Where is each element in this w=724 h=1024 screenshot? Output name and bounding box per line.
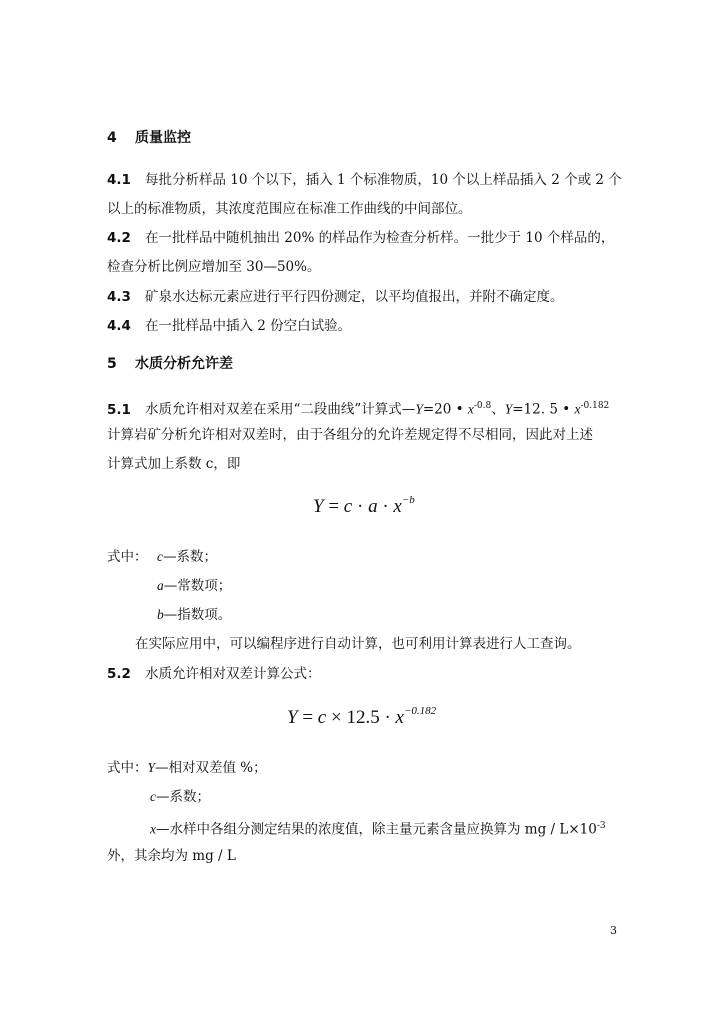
- where-line-b: [157, 605, 231, 625]
- formula-dot: ·: [352, 496, 369, 517]
- where-line-x-cont: 外，其余均为 mg / L: [107, 848, 236, 864]
- formula-dot: ·: [377, 496, 394, 517]
- def-symbol: c: [157, 549, 163, 564]
- where-line-c2: [150, 787, 210, 807]
- section-number: 5: [107, 356, 117, 372]
- formula-times: ×: [326, 707, 347, 728]
- formula-y: Y: [313, 496, 324, 517]
- def-text: —常数项；: [163, 578, 232, 594]
- clause-4-3: [107, 287, 564, 307]
- formula-a: a: [368, 496, 378, 517]
- formula-specific: [287, 705, 436, 729]
- def-exponent: -3: [596, 821, 606, 831]
- formula-x: x: [393, 496, 402, 517]
- clause-text: 水质允许相对双差计算公式：: [145, 666, 321, 682]
- separator: 、: [491, 401, 505, 418]
- formula-c: c: [317, 707, 327, 728]
- var-y: Y: [504, 401, 513, 417]
- where-line-c: [107, 547, 217, 567]
- section-title: 质量监控: [135, 130, 191, 146]
- clause-4-2-line2: 检查分析比例应增加至 30—50%。: [107, 259, 321, 275]
- formula-dot: ·: [379, 707, 396, 728]
- page-number: 3: [610, 924, 617, 937]
- def-symbol: Y: [147, 760, 156, 775]
- clause-text: 水质允许相对双差在采用“二段曲线”计算式—: [145, 401, 416, 418]
- where-label: 式中：: [107, 760, 148, 776]
- application-note: 在实际应用中，可以编程序进行自动计算，也可利用计算表进行人工查询。: [135, 636, 581, 652]
- def-symbol: x: [150, 821, 156, 837]
- clause-number: 4.4: [107, 318, 131, 334]
- formula-c: c: [343, 496, 353, 517]
- clause-4-4: [107, 316, 351, 336]
- clause-text: 在一批样品中随机抽出 20% 的样品作为检查分析样。一批少于 10 个样品的，: [145, 230, 615, 246]
- section-4-heading: [107, 128, 191, 148]
- section-number: 4: [107, 130, 117, 146]
- eq1-exponent: -0.8: [473, 401, 492, 411]
- formula-exponent: −b: [401, 494, 415, 506]
- formula-y: Y: [287, 707, 298, 728]
- var-x: x: [467, 401, 474, 417]
- where-line-a: [157, 576, 231, 596]
- def-symbol: c: [150, 789, 156, 804]
- var-y: Y: [415, 401, 423, 417]
- clause-5-1: [107, 396, 609, 420]
- var-x: x: [574, 401, 581, 417]
- formula-equals: =: [323, 496, 344, 517]
- eq1-rhs: =20 •: [422, 401, 468, 418]
- def-text: —指数项。: [163, 607, 232, 623]
- formula-constant: 12.5: [346, 707, 380, 728]
- clause-number: 4.2: [107, 230, 131, 246]
- clause-5-1-line3: 计算式加上系数 c，即: [107, 456, 241, 472]
- def-symbol: a: [157, 578, 164, 593]
- def-text: —相对双差值 %；: [155, 760, 267, 776]
- section-title: 水质分析允许差: [135, 356, 233, 372]
- where-label: 式中：: [107, 549, 148, 565]
- clause-4-1-line2: 以上的标准物质，其浓度范围应在标准工作曲线的中间部位。: [107, 201, 472, 217]
- clause-number: 5.2: [107, 666, 131, 682]
- eq2-rhs: =12. 5 •: [512, 401, 575, 418]
- clause-5-1-line2: 计算岩矿分析允许相对双差时，由于各组分的允许差规定得不尽相同，因此对上述: [107, 427, 593, 443]
- clause-4-1: [107, 170, 622, 190]
- clause-text: 矿泉水达标元素应进行平行四份测定，以平均值报出，并附不确定度。: [145, 289, 564, 305]
- clause-number: 4.3: [107, 289, 131, 305]
- clause-text: 在一批样品中插入 2 份空白试验。: [145, 318, 352, 334]
- clause-5-2: [107, 664, 321, 684]
- def-text: —水样中各组分测定结果的浓度值，除主量元素含量应换算为 mg / L×10: [156, 821, 597, 838]
- clause-number: 5.1: [107, 401, 131, 418]
- clause-4-2: [107, 228, 614, 248]
- formula-equals: =: [297, 707, 318, 728]
- formula-x: x: [395, 707, 404, 728]
- where-line-y: [107, 758, 267, 778]
- def-symbol: b: [157, 607, 164, 622]
- clause-number: 4.1: [107, 172, 131, 188]
- formula-exponent: −0.182: [403, 705, 437, 717]
- section-5-heading: [107, 354, 233, 374]
- eq2-exponent: -0.182: [580, 401, 610, 411]
- clause-text: 每批分析样品 10 个以下，插入 1 个标准物质，10 个以上样品插入 2 个或 2 个: [145, 172, 622, 188]
- formula-general: [313, 494, 415, 518]
- def-text: —系数；: [163, 549, 217, 565]
- where-line-x: [150, 816, 606, 840]
- def-text: —系数；: [156, 789, 210, 805]
